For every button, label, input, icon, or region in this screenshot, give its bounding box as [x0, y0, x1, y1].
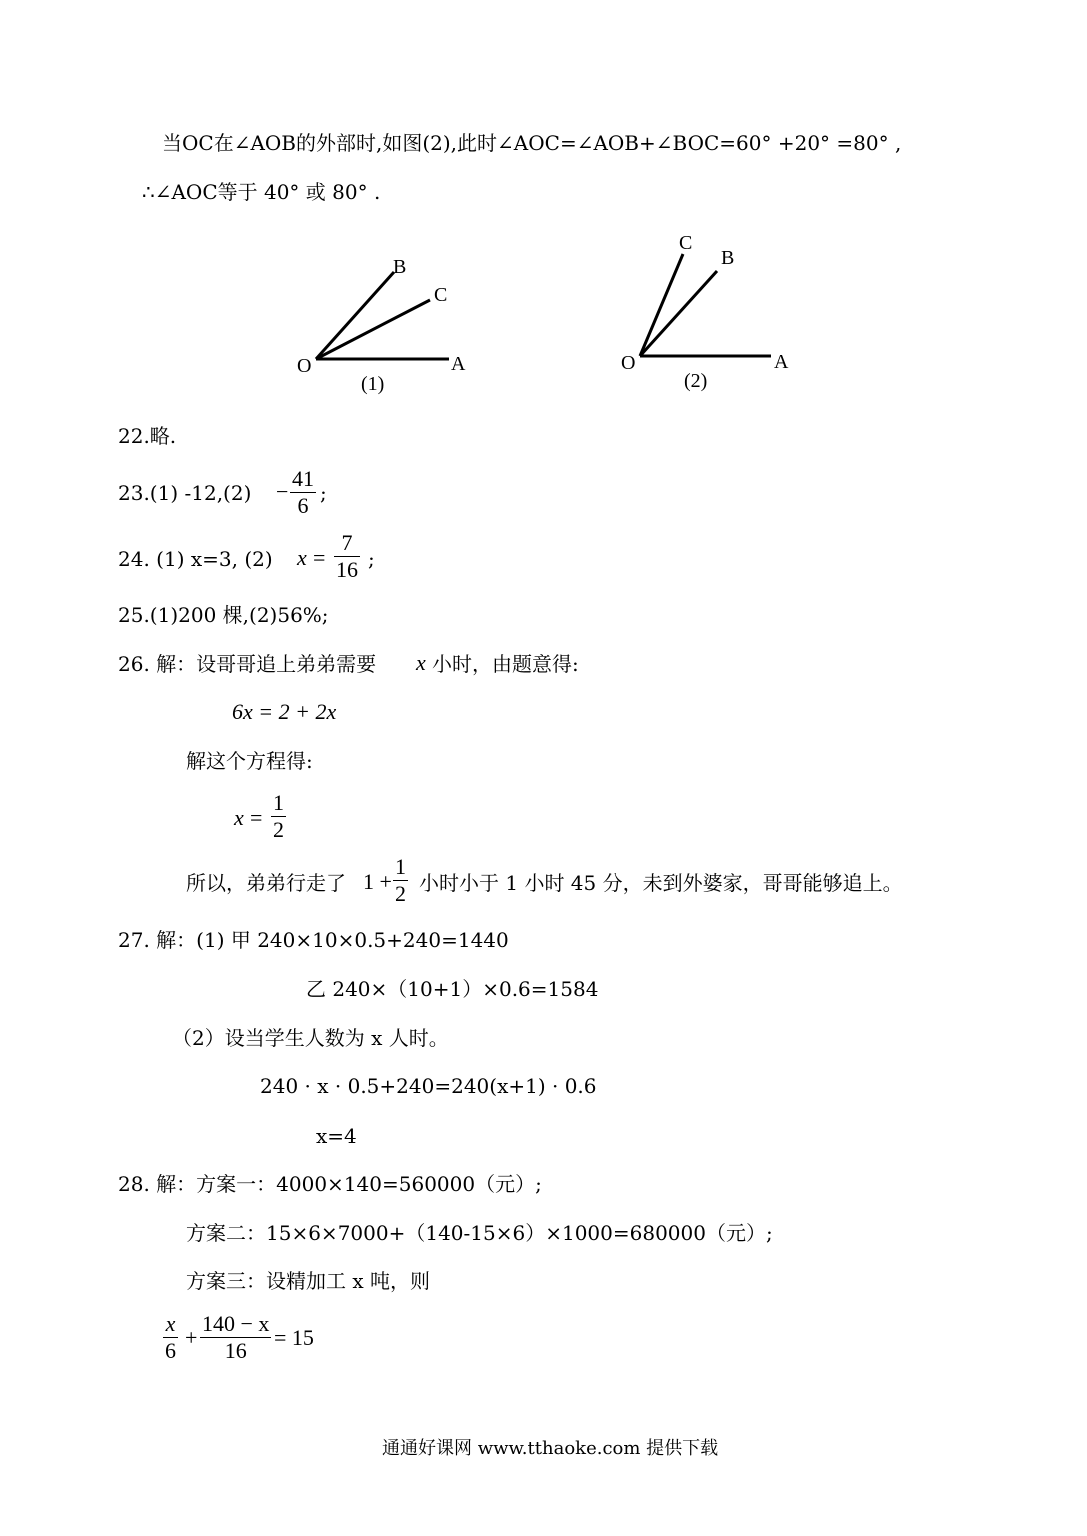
line-outside-case: 当OC在∠AOB的外部时,如图(2),此时∠AOC=∠AOB+∠BOC=60° +20° =80° ,: [162, 131, 902, 155]
ray-oc-1: [316, 300, 430, 359]
caption-1: (1): [361, 373, 385, 395]
answer-28-plan2: 方案二：15×6×7000+（140-15×6）×1000=680000（元）;: [186, 1221, 773, 1245]
answer-28-plus: +: [185, 1325, 198, 1350]
answer-28-fraction-2-numerator: 140 − x: [202, 1311, 270, 1336]
answer-28-fraction-2-denominator: 16: [224, 1338, 247, 1363]
answer-26-conclusion-post: 小时小于 1 小时 45 分，未到外婆家，哥哥能够追上。: [419, 871, 903, 895]
label-c-1: C: [434, 284, 448, 306]
label-o-1: O: [297, 355, 312, 377]
label-a-1: A: [451, 353, 466, 375]
answer-23-fraction: [290, 466, 316, 519]
answer-26-equation: 6x = 2 + 2x: [232, 699, 337, 724]
line-conclusion: ∴∠AOC等于 40° 或 80° .: [142, 180, 381, 204]
answer-26-x-eq: =: [250, 805, 263, 830]
answer-26-conclusion-fraction: [393, 854, 408, 907]
answer-28-equals: = 15: [274, 1325, 314, 1350]
answer-26-conclusion-pre: 所以，弟弟行走了: [186, 871, 346, 895]
figure-2: [621, 232, 789, 392]
answer-23-numerator: 41: [292, 466, 314, 491]
answer-24-denominator: 16: [336, 557, 358, 582]
answer-26-conclusion-numerator: 1: [395, 854, 406, 879]
answer-23-denominator: 6: [297, 493, 309, 518]
answer-24-eq: =: [313, 545, 326, 570]
label-a-2: A: [774, 351, 789, 373]
answer-26-var: x: [416, 650, 426, 675]
answer-27-b: 乙 240×（10+1）×0.6=1584: [306, 977, 599, 1001]
answer-26-conclusion-denominator: 2: [395, 881, 406, 906]
label-o-2: O: [621, 352, 636, 374]
answer-28-fraction-2: [200, 1311, 271, 1364]
answer-24-prefix: 24. (1) x=3, (2): [118, 547, 273, 571]
answer-24-numerator: 7: [341, 530, 353, 555]
ray-ob-2: [640, 271, 717, 356]
answer-24-var: x: [297, 545, 307, 570]
figure-1: [297, 256, 466, 395]
label-b-2: B: [721, 247, 735, 269]
answer-26-conclusion-one: 1 +: [363, 869, 392, 894]
answer-27-x: x=4: [316, 1124, 357, 1148]
answer-26-x-fraction: [271, 790, 286, 843]
answer-28-fraction-1-denominator: 6: [165, 1338, 176, 1363]
answer-23-suffix: ;: [320, 481, 327, 505]
answer-26-tail: 小时，由题意得:: [432, 652, 579, 676]
answer-26-solve: 解这个方程得:: [186, 749, 313, 773]
answer-25: 25.(1)200 棵,(2)56%;: [118, 603, 329, 627]
label-c-2: C: [679, 232, 693, 254]
answer-23-prefix: 23.(1) -12,(2): [118, 481, 252, 505]
answer-27-part2: （2）设当学生人数为 x 人时。: [172, 1026, 449, 1050]
answer-28-plan3: 方案三：设精加工 x 吨，则: [186, 1269, 430, 1293]
answer-28-head: 28. 解：方案一：4000×140=560000（元）;: [118, 1172, 542, 1196]
caption-2: (2): [684, 370, 708, 392]
answer-26-head: 26. 解：设哥哥追上弟弟需要: [118, 652, 377, 676]
answer-27-equation: 240 · x · 0.5+240=240(x+1) · 0.6: [260, 1074, 597, 1098]
answer-28-fraction-1: [163, 1311, 178, 1364]
label-b-1: B: [393, 256, 407, 278]
answer-26-x: x: [234, 805, 244, 830]
answer-27-head: 27. 解：(1) 甲 240×10×0.5+240=1440: [118, 928, 509, 952]
ray-oc-2: [640, 254, 683, 356]
answer-23-minus: −: [276, 479, 289, 504]
answer-28-fraction-1-numerator: x: [165, 1311, 176, 1336]
answer-26-x-denominator: 2: [273, 817, 284, 842]
answer-24-fraction: [334, 530, 360, 583]
answer-22: 22.略.: [118, 424, 177, 448]
answer-26-x-numerator: 1: [273, 790, 284, 815]
answer-24-suffix: ;: [368, 547, 375, 571]
ray-ob-1: [316, 272, 394, 359]
page-footer: 通通好课网 www.tthaoke.com 提供下载: [382, 1438, 719, 1459]
